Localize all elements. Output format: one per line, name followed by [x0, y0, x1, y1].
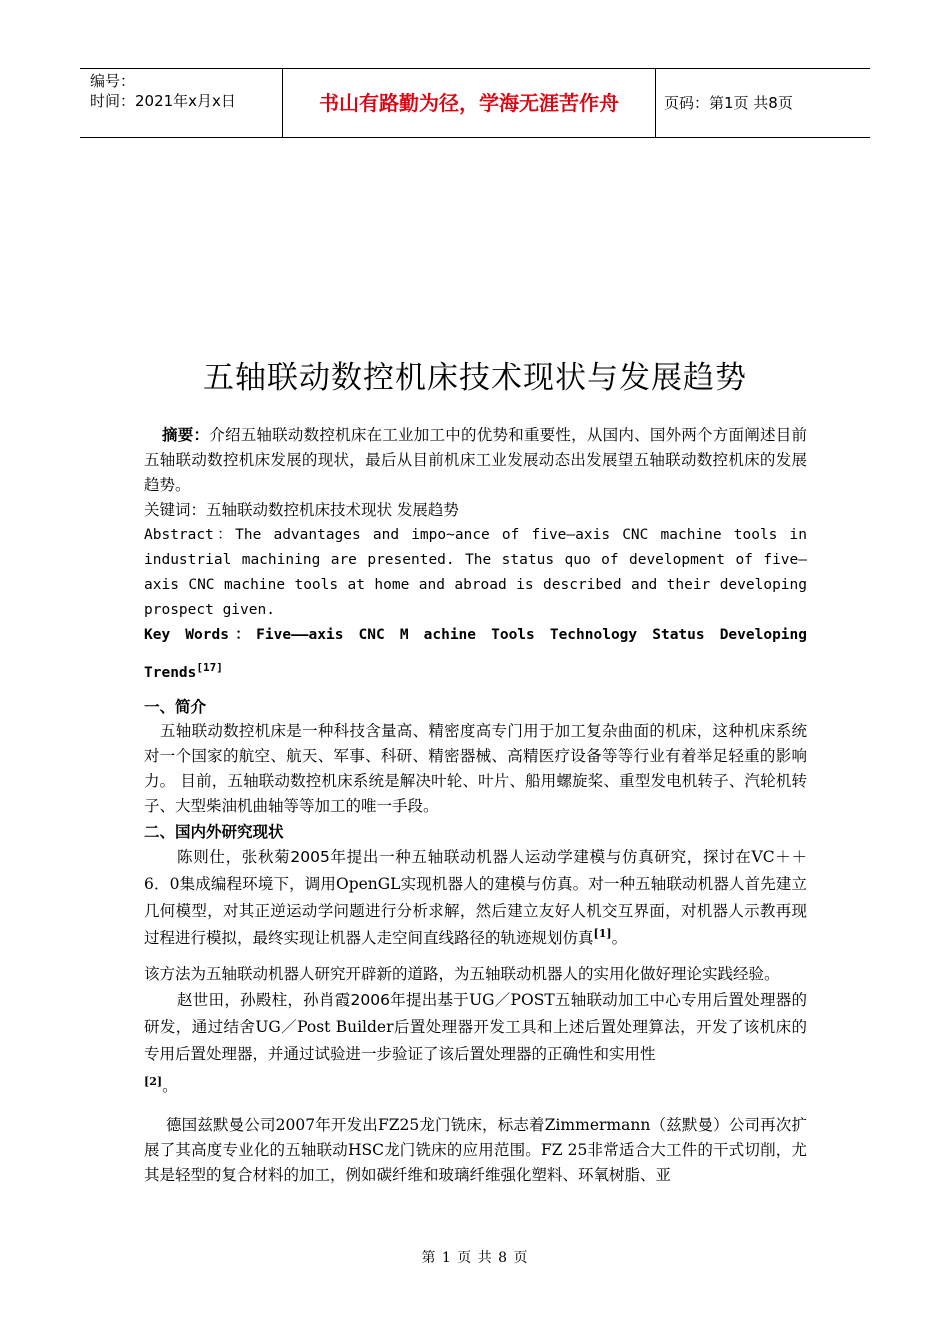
- keywords-en: [144, 623, 807, 648]
- page-footer: 第 1 页 共 8 页: [421, 1250, 529, 1266]
- keywords-en-text: Five——axis CNC M achine Tools Technology Status Developing: [256, 627, 807, 643]
- citation-ref: [2]: [144, 1074, 163, 1088]
- abstract-cn-text: 介绍五轴联动数控机床在工业加工中的优势和重要性，从国内、国外两个方面阐述目前五轴联动数控机床发展的现状，最后从目前机床工业发展动态出发展望五轴联动数控机床的发展趋势。: [144, 426, 807, 494]
- paragraph-1-lead: 陈则仕，张秋菊2005年提出一种: [177, 848, 412, 866]
- abstract-en-label: Abstract：: [144, 527, 236, 543]
- paragraph-2-lead: 赵世田，孙殿柱，孙肖霞2006年提出: [177, 991, 438, 1009]
- document-body: [144, 422, 807, 1188]
- citation-ref: [17]: [196, 661, 223, 675]
- citation-ref: [1]: [593, 926, 612, 940]
- header-left-cell: [80, 69, 282, 137]
- section1-text: 五轴联动数控机床是一种科技含量高、精密度高专门用于加工复杂曲面的机床，这种机床系统对一个国家的航空、航天、军事、科研、精密器械、高精医疗设备等等行业有着举足轻重的影响力。 目前，五轴联动数控机床系统是解决叶轮、叶片、船用螺旋桨、重型发电机转子、汽轮机转子、大型柴油机曲轴等等加工的唯一手段。: [144, 722, 807, 815]
- paragraph-1: 陈则仕，张秋菊2005年提出一种五轴联动机器人运动学建模与仿真研究，探讨在VC＋＋6．0集成编程环境下，调用OpenGL实现机器人的建模与仿真。对一种五轴联动机器人首先建立几何模型，对其正逆运动学问题进行分析求解，然后建立友好人机交互界面，对机器人示教再现过程进行模拟，最终实现让机器人走空间直线路径的轨迹规划仿真[1]。: [144, 848, 808, 947]
- number-label: 编号：: [90, 72, 136, 90]
- abstract-en-text: The advantages and impo~ance of five—axis CNC machine tools in industrial machining are presented. The status quo of development of five—axis CNC machine tools at home and abroad is described and their developing prospect given.: [144, 527, 807, 618]
- section1-heading: 一、简介: [144, 697, 207, 716]
- paragraph-1-tail: 该方法为五轴联动机器人研究开辟新的道路，为五轴联动机器人的实用化做好理论实践经验。: [144, 965, 780, 983]
- header-table: [80, 68, 870, 138]
- document-title: 五轴联动数控机床技术现状与发展趋势: [203, 360, 747, 396]
- paragraph-3: 德国兹默曼公司2007年开发出FZ25龙门铣床，标志着Zimmermann（兹默曼）公司再次扩展了其高度专业化的五轴联动HSC龙门铣床的应用范围。FZ 25非常适合大工件的干式切削，尤其是轻型的复合材料的加工，例如碳纤维和玻璃纤维强化塑料、环氧树脂、亚: [144, 1116, 807, 1184]
- paragraph-2-ref: [2]。: [144, 1074, 178, 1095]
- keywords-en-last: Trends[17]: [144, 661, 223, 681]
- page-code: 页码：第1页 共8页: [664, 94, 793, 112]
- motto: 书山有路勤为径，学海无涯苦作舟: [282, 69, 656, 137]
- abstract-en: [144, 523, 807, 623]
- time-label: 时间：2021年x月x日: [90, 92, 236, 110]
- abstract-cn-label: 摘要：: [162, 425, 210, 444]
- keywords-cn: 关键词：五轴联动数控机床技术现状 发展趋势: [144, 501, 459, 519]
- paragraph-2: 赵世田，孙殿柱，孙肖霞2006年提出基于UG／POST五轴联动加工中心专用后置处理器的研发，通过结舍UG／Post Builder后置处理器开发工具和上述后置处理算法，开发了该机床的专用后置处理器，并通过试验进一步验证了该后置处理器的正确性和实用性: [144, 991, 807, 1063]
- keywords-en-label: Key Words：: [144, 627, 257, 643]
- abstract-cn: [144, 422, 807, 498]
- section2-heading: 二、国内外研究现状: [144, 822, 284, 841]
